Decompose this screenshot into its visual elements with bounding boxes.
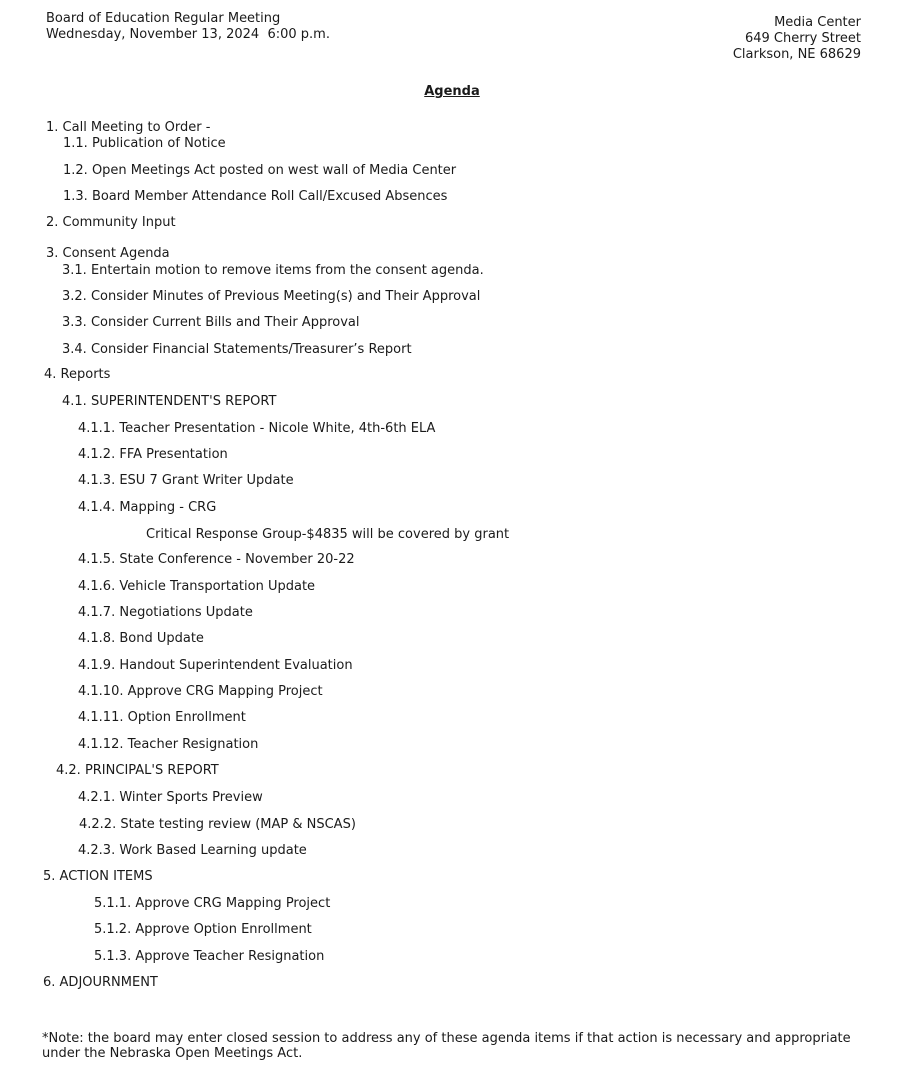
agenda-item-4-2-1: 4.2.1. Winter Sports Preview [78, 790, 263, 805]
agenda-item-4: 4. Reports [44, 367, 111, 382]
agenda-item-6: 6. ADJOURNMENT [43, 975, 158, 990]
agenda-item-3-4: 3.4. Consider Financial Statements/Treasurer’s Report [62, 342, 412, 357]
agenda-item-5-1-2: 5.1.2. Approve Option Enrollment [94, 922, 312, 937]
agenda-item-4-1-5: 4.1.5. State Conference - November 20-22 [78, 552, 355, 567]
agenda-item-5-1-1: 5.1.1. Approve CRG Mapping Project [94, 896, 331, 911]
agenda-item-5-1-3: 5.1.3. Approve Teacher Resignation [94, 949, 325, 964]
agenda-item-4-1-4-note: Critical Response Group-$4835 will be covered by grant [146, 527, 510, 542]
agenda-item-4-1-8: 4.1.8. Bond Update [78, 631, 204, 646]
meeting-datetime: Wednesday, November 13, 2024 6:00 p.m. [46, 27, 330, 42]
agenda-item-4-2-3: 4.2.3. Work Based Learning update [78, 843, 307, 858]
meeting-location [733, 15, 861, 63]
agenda-item-4-1-1: 4.1.1. Teacher Presentation - Nicole White, 4th-6th ELA [78, 421, 436, 436]
agenda-item-4-1-2: 4.1.2. FFA Presentation [78, 447, 228, 462]
location-street: 649 Cherry Street [744, 31, 861, 46]
agenda-item-4-1-10: 4.1.10. Approve CRG Mapping Project [78, 684, 323, 699]
agenda-item-3-2: 3.2. Consider Minutes of Previous Meeting(s) and Their Approval [62, 289, 481, 304]
agenda-item-4-1-4: 4.1.4. Mapping - CRG [78, 500, 217, 515]
closed-session-note: *Note: the board may enter closed session to address any of these agenda items if that action is necessary and appropriate under the Nebraska Open Meetings Act. [42, 1031, 851, 1061]
agenda-item-4-1-12: 4.1.12. Teacher Resignation [78, 737, 259, 752]
agenda-item-3-1: 3.1. Entertain motion to remove items from the consent agenda. [62, 263, 484, 278]
agenda-item-3-3: 3.3. Consider Current Bills and Their Approval [62, 315, 360, 330]
agenda-item-2: 2. Community Input [46, 215, 176, 230]
agenda-item-5: 5. ACTION ITEMS [43, 869, 153, 884]
location-city: Clarkson, NE 68629 [732, 47, 861, 62]
meeting-info [46, 11, 330, 43]
agenda-item-4-1-7: 4.1.7. Negotiations Update [78, 605, 253, 620]
agenda-item-3: 3. Consent Agenda [46, 246, 170, 261]
location-name: Media Center [774, 15, 861, 30]
agenda-item-4-2-2: 4.2.2. State testing review (MAP & NSCAS) [79, 817, 356, 832]
agenda-item-4-1-3: 4.1.3. ESU 7 Grant Writer Update [78, 473, 294, 488]
agenda-item-1-2: 1.2. Open Meetings Act posted on west wall of Media Center [63, 163, 457, 178]
agenda-item-4-1-9: 4.1.9. Handout Superintendent Evaluation [78, 658, 353, 673]
agenda-title: Agenda [424, 84, 480, 99]
agenda-item-4-1-6: 4.1.6. Vehicle Transportation Update [78, 579, 316, 594]
agenda-item-4-1: 4.1. SUPERINTENDENT'S REPORT [62, 394, 277, 409]
meeting-title: Board of Education Regular Meeting [46, 11, 281, 26]
agenda-item-1-3: 1.3. Board Member Attendance Roll Call/Excused Absences [63, 189, 448, 204]
agenda-item-4-2: 4.2. PRINCIPAL'S REPORT [56, 763, 219, 778]
agenda-item-1-1: 1.1. Publication of Notice [63, 136, 226, 151]
agenda-item-4-1-11: 4.1.11. Option Enrollment [78, 710, 246, 725]
agenda-item-1: 1. Call Meeting to Order - [46, 120, 211, 135]
